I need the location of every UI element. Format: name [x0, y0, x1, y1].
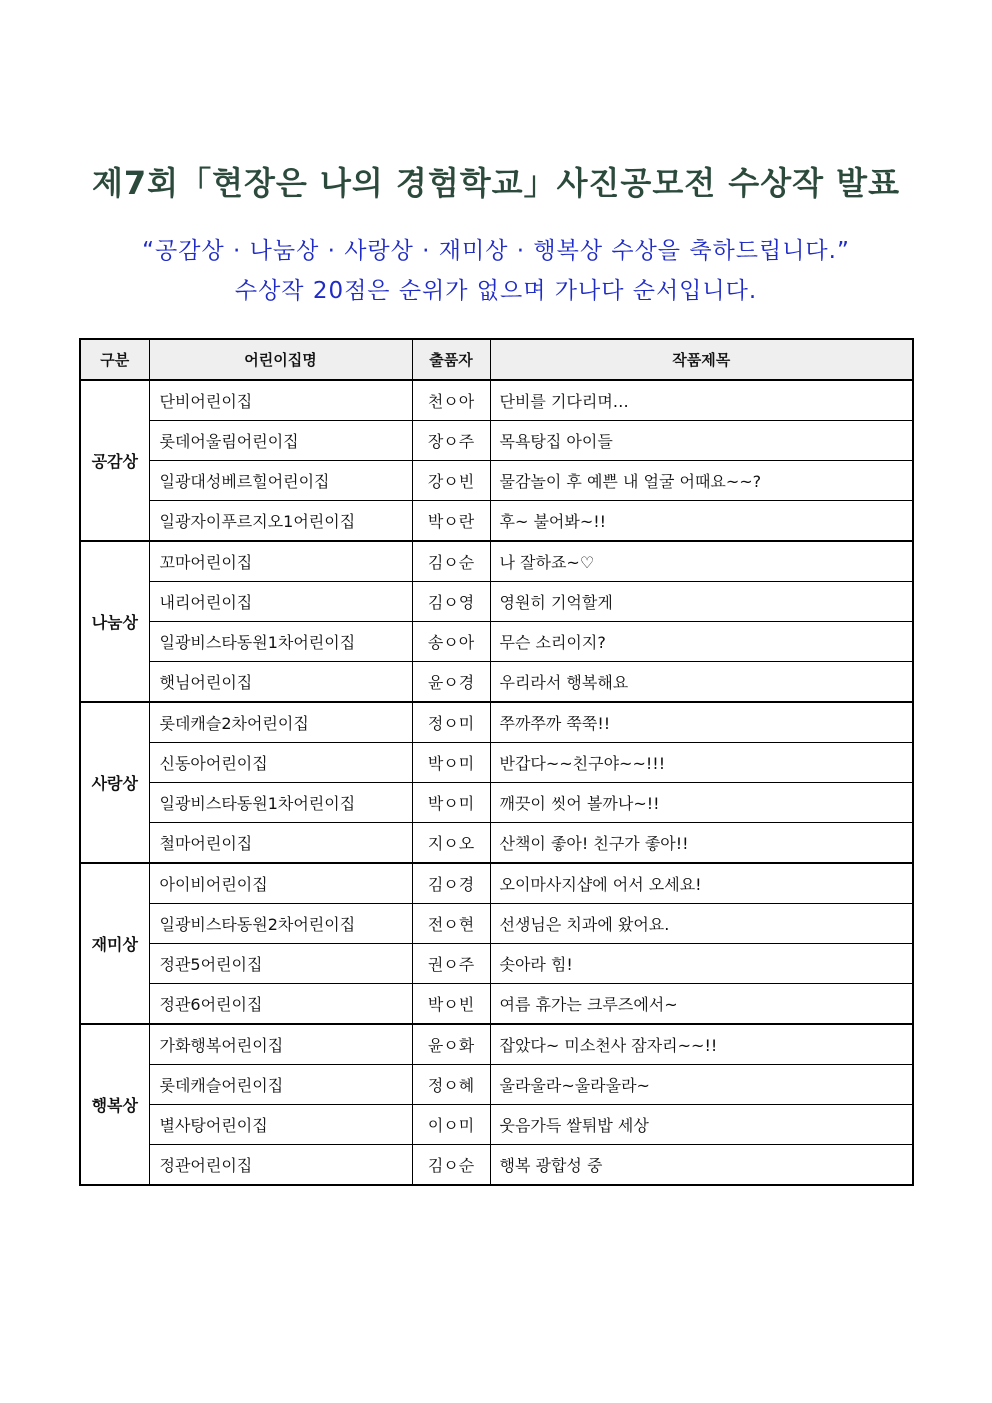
work-title-cell: 목욕탕집 아이들: [490, 421, 913, 461]
table-row: [80, 984, 913, 1025]
header-author: 출품자: [412, 339, 490, 380]
author-cell: 김ㅇ영: [412, 582, 490, 622]
daycare-name-cell: 일광대성베르힐어린이집: [149, 461, 412, 501]
work-title-cell: 웃음가득 쌀튀밥 세상: [490, 1105, 913, 1145]
category-cell: 사랑상: [80, 702, 149, 863]
page-title: 제7회「현장은 나의 경험학교」사진공모전 수상작 발표: [92, 164, 900, 202]
author-cell: 이ㅇ미: [412, 1105, 490, 1145]
author-cell: 정ㅇ미: [412, 702, 490, 743]
work-title-cell: 오이마사지샵에 어서 오세요!: [490, 863, 913, 904]
daycare-name-cell: 단비어린이집: [149, 380, 412, 421]
table-row: [80, 461, 913, 501]
author-cell: 박ㅇ빈: [412, 984, 490, 1025]
table-row: [80, 622, 913, 662]
table-row: [80, 1065, 913, 1105]
work-title-cell: 쭈까쭈까 쭉쭉!!: [490, 702, 913, 743]
work-title-cell: 단비를 기다리며…: [490, 380, 913, 421]
daycare-name-cell: 롯데캐슬2차어린이집: [149, 702, 412, 743]
category-cell: 나눔상: [80, 541, 149, 702]
table-row: [80, 380, 913, 421]
header-category: 구분: [80, 339, 149, 380]
work-title-cell: 우리라서 행복해요: [490, 662, 913, 703]
table-row: [80, 863, 913, 904]
daycare-name-cell: 일광비스타동원1차어린이집: [149, 622, 412, 662]
daycare-name-cell: 롯데어울림어린이집: [149, 421, 412, 461]
work-title-cell: 솟아라 힘!: [490, 944, 913, 984]
author-cell: 정ㅇ혜: [412, 1065, 490, 1105]
work-title-cell: 반갑다~~친구야~~!!!: [490, 743, 913, 783]
table-row: [80, 823, 913, 864]
work-title-cell: 울라울라~울라울라~: [490, 1065, 913, 1105]
work-title-cell: 무슨 소리이지?: [490, 622, 913, 662]
author-cell: 박ㅇ미: [412, 743, 490, 783]
table-row: [80, 501, 913, 542]
author-cell: 천ㅇ아: [412, 380, 490, 421]
author-cell: 송ㅇ아: [412, 622, 490, 662]
daycare-name-cell: 일광비스타동원1차어린이집: [149, 783, 412, 823]
author-cell: 박ㅇ란: [412, 501, 490, 542]
work-title-cell: 나 잘하죠~♡: [490, 541, 913, 582]
work-title-cell: 산책이 좋아! 친구가 좋아!!: [490, 823, 913, 864]
table-row: [80, 783, 913, 823]
author-cell: 윤ㅇ경: [412, 662, 490, 703]
daycare-name-cell: 정관5어린이집: [149, 944, 412, 984]
author-cell: 김ㅇ경: [412, 863, 490, 904]
daycare-name-cell: 별사탕어린이집: [149, 1105, 412, 1145]
daycare-name-cell: 일광자이푸르지오1어린이집: [149, 501, 412, 542]
author-cell: 강ㅇ빈: [412, 461, 490, 501]
table-row: [80, 662, 913, 703]
table-header-row: [80, 339, 913, 380]
author-cell: 권ㅇ주: [412, 944, 490, 984]
table-body: [80, 380, 913, 1185]
table-row: [80, 541, 913, 582]
author-cell: 전ㅇ현: [412, 904, 490, 944]
table-row: [80, 1145, 913, 1186]
author-cell: 김ㅇ순: [412, 1145, 490, 1186]
table-row: [80, 1105, 913, 1145]
table-row: [80, 421, 913, 461]
table-row: [80, 743, 913, 783]
daycare-name-cell: 정관6어린이집: [149, 984, 412, 1025]
work-title-cell: 선생님은 치과에 왔어요.: [490, 904, 913, 944]
author-cell: 김ㅇ순: [412, 541, 490, 582]
daycare-name-cell: 일광비스타동원2차어린이집: [149, 904, 412, 944]
table-row: [80, 904, 913, 944]
daycare-name-cell: 롯데캐슬어린이집: [149, 1065, 412, 1105]
author-cell: 지ㅇ오: [412, 823, 490, 864]
category-cell: 공감상: [80, 380, 149, 541]
daycare-name-cell: 내리어린이집: [149, 582, 412, 622]
daycare-name-cell: 햇님어린이집: [149, 662, 412, 703]
daycare-name-cell: 꼬마어린이집: [149, 541, 412, 582]
category-cell: 재미상: [80, 863, 149, 1024]
work-title-cell: 후~ 불어봐~!!: [490, 501, 913, 542]
table-row: [80, 1024, 913, 1065]
work-title-cell: 영원히 기억할게: [490, 582, 913, 622]
header-daycare-name: 어린이집명: [149, 339, 412, 380]
work-title-cell: 잡았다~ 미소천사 잠자리~~!!: [490, 1024, 913, 1065]
work-title-cell: 물감놀이 후 예쁜 내 얼굴 어때요~~?: [490, 461, 913, 501]
daycare-name-cell: 가화행복어린이집: [149, 1024, 412, 1065]
work-title-cell: 행복 광합성 중: [490, 1145, 913, 1186]
category-cell: 행복상: [80, 1024, 149, 1185]
author-cell: 윤ㅇ화: [412, 1024, 490, 1065]
awards-table: [79, 338, 914, 1186]
daycare-name-cell: 신동아어린이집: [149, 743, 412, 783]
subtitle-note: 수상작 20점은 순위가 없으며 가나다 순서입니다.: [234, 278, 758, 304]
table-row: [80, 944, 913, 984]
daycare-name-cell: 정관어린이집: [149, 1145, 412, 1186]
work-title-cell: 여름 휴가는 크루즈에서~: [490, 984, 913, 1025]
author-cell: 장ㅇ주: [412, 421, 490, 461]
subtitle-congratulations: “공감상 · 나눔상 · 사랑상 · 재미상 · 행복상 수상을 축하드립니다.”: [142, 238, 850, 264]
daycare-name-cell: 아이비어린이집: [149, 863, 412, 904]
author-cell: 박ㅇ미: [412, 783, 490, 823]
header-work-title: 작품제목: [490, 339, 913, 380]
daycare-name-cell: 철마어린이집: [149, 823, 412, 864]
work-title-cell: 깨끗이 씻어 볼까나~!!: [490, 783, 913, 823]
table-row: [80, 582, 913, 622]
table-row: [80, 702, 913, 743]
